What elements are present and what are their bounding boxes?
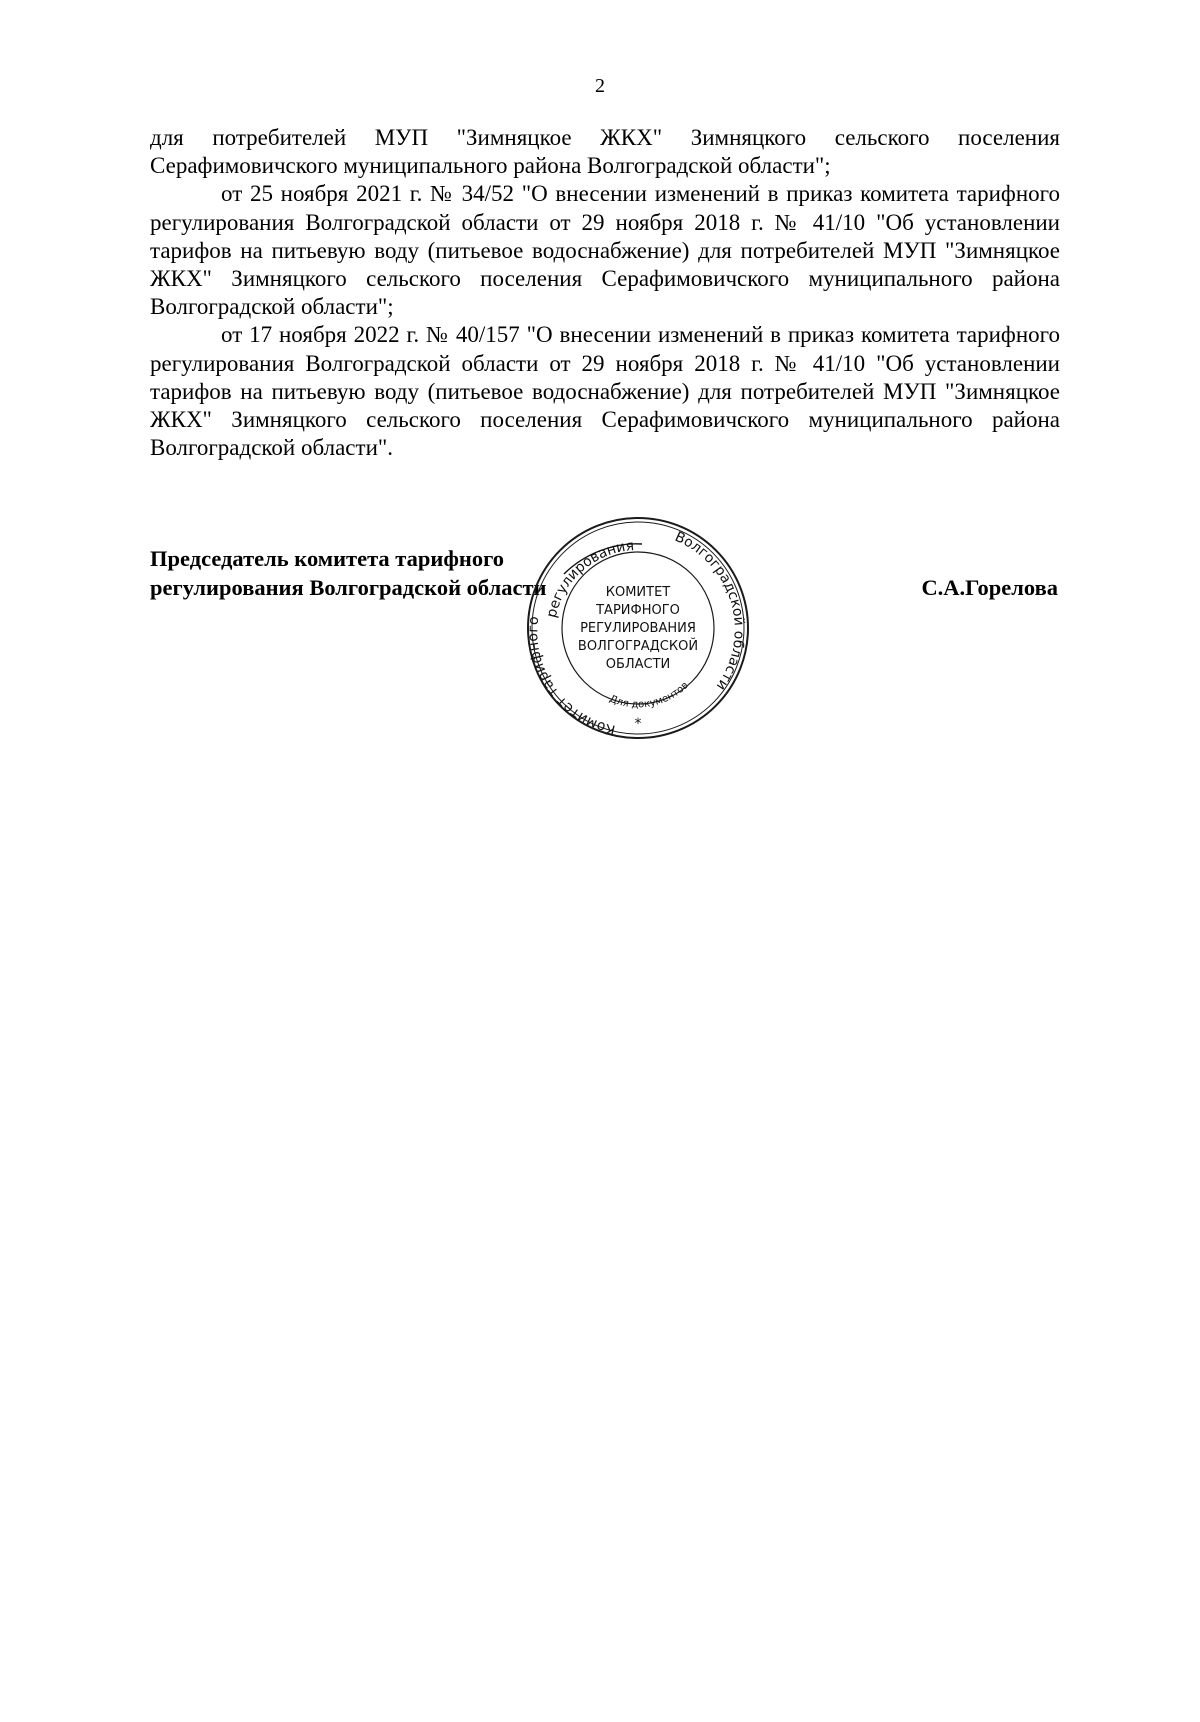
seal-outer-left-text: Комитет тарифного (525, 615, 617, 738)
seal-outer-right-text: Волгоградской области (672, 528, 747, 694)
paragraph-3: от 17 ноября 2022 г. № 40/157 "О внесении изменений в приказ комитета тарифного регулирования Волгоградской области от 29 ноября 2018 г. № 41/10 "Об установлении тарифов на питьевую воду (питьевое водоснабжение) для потребителей МУП "Зимняцкое ЖКХ" Зимняцкого сельского поселения Серафимовичского муниципального района Волгоградской области". (150, 322, 1060, 461)
seal-center-line-2: ТАРИФНОГО (596, 603, 680, 618)
signatory-position (150, 544, 547, 602)
paragraph-2: от 25 ноября 2021 г. № 34/52 "О внесении изменений в приказ комитета тарифного регулирования Волгоградской области от 29 ноября 2018 г. № 41/10 "Об установлении тарифов на питьевую воду (питьевое водоснабжение) для потребителей МУП "Зимняцкое ЖКХ" Зимняцкого сельского поселения Серафимовичского муниципального района Волгоградской области"; (150, 181, 1060, 320)
seal-bottom-text: Для документов (607, 679, 691, 711)
signatory-name: С.А.Горелова (921, 575, 1058, 600)
seal-center-line-1: КОМИТЕТ (605, 585, 671, 600)
seal-center-line-3: РЕГУЛИРОВАНИЯ (580, 621, 696, 636)
page-number: 2 (595, 75, 605, 97)
svg-text:Для документов (608, 680, 691, 711)
seal-center-line-4: ВОЛГОГРАДСКОЙ (577, 639, 699, 654)
official-seal-icon (524, 514, 752, 742)
svg-text:Волгоградской области (672, 529, 747, 693)
paragraph-1: для потребителей МУП "Зимняцкое ЖКХ" Зимняцкого сельского поселения Серафимовичского муниципального района Волгоградской области"; (150, 125, 1060, 179)
signatory-position-line-2: регулирования Волгоградской области (150, 575, 547, 600)
seal-center-line-5: ОБЛАСТИ (605, 657, 671, 672)
document-body (150, 124, 1060, 462)
seal-outer-top-text: регулирования (543, 538, 635, 620)
signatory-position-line-1: Председатель комитета тарифного (150, 546, 505, 571)
seal-star-icon: * (634, 716, 642, 732)
